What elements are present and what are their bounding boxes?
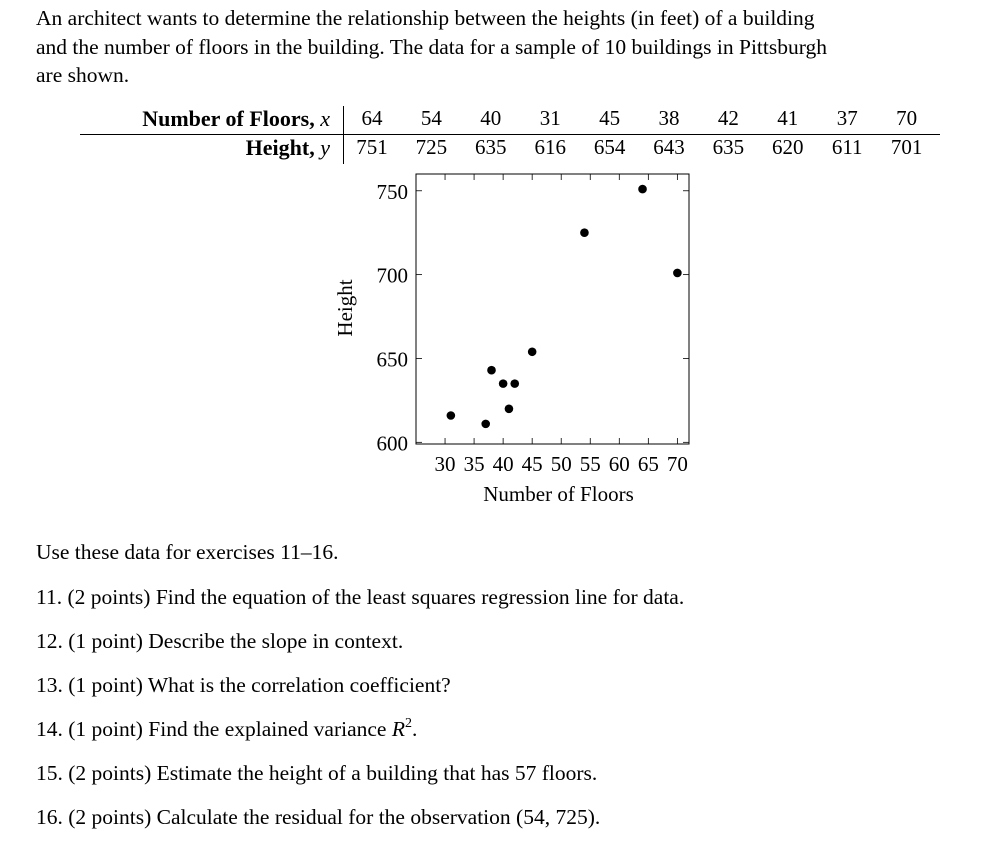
table-cell-floors: 45 [599,106,621,130]
data-point [673,269,682,278]
y-tick-label: 700 [376,263,408,288]
y-tick-label: 600 [376,431,408,456]
table-cell-floors: 54 [420,106,442,130]
table-cell-floors: 31 [539,106,561,130]
table-cell-height: 643 [653,135,685,159]
x-axis-label: Number of Floors [483,482,634,506]
data-point [505,404,514,413]
x-tick-label: 30 [434,452,456,476]
table-cell-floors: 37 [836,106,858,130]
table-cell-floors: 42 [717,106,739,130]
table-cell-floors: 41 [777,106,799,130]
x-tick-label: 40 [492,452,514,476]
table-cell-height: 635 [712,135,745,159]
exercise-15: 15. (2 points) Estimate the height of a building that has 57 floors. [36,761,598,785]
table-cell-height: 751 [356,135,388,159]
table-cell-height: 654 [593,135,626,159]
data-point [580,228,589,237]
table-cell-floors: 40 [480,106,502,130]
intro-line-2: and the number of floors in the building. The data for a sample of 10 buildings in Pittsburgh [36,34,828,59]
data-point [638,185,647,194]
exercise-14: 14. (1 point) Find the explained variance $R^2$. [36,716,418,741]
exercise-16: 16. (2 points) Calculate the residual for the observation (54, 725). [36,805,601,829]
table-cell-floors: 38 [658,106,680,130]
table-cell-floors: 70 [896,106,918,130]
table-cell-height: 620 [772,135,804,159]
exercises-intro: Use these data for exercises 11–16. [36,540,339,564]
y-tick-label: 750 [376,179,408,204]
data-point [447,411,456,420]
table-cell-height: 725 [415,135,448,159]
exercise-13: 13. (1 point) What is the correlation coefficient? [36,673,451,697]
table-cell-height: 701 [890,135,923,159]
x-tick-label: 65 [637,452,659,476]
table-cell-height: 616 [534,135,566,159]
x-tick-label: 55 [579,452,601,476]
row-header-height: Height, y [245,135,330,160]
data-point [510,379,519,388]
x-tick-label: 70 [666,452,688,476]
x-tick-label: 60 [608,452,630,476]
plot-frame [416,174,689,444]
intro-line-1: An architect wants to determine the relationship between the heights (in feet) of a building [36,6,815,30]
intro-line-3: are shown. [36,63,130,87]
exercise-12: 12. (1 point) Describe the slope in context. [36,629,404,653]
y-axis-label: Height [333,279,357,337]
data-point [499,379,508,388]
row-header-floors: Number of Floors, x [142,106,330,131]
table-cell-floors: 64 [361,106,383,130]
table-cell-height: 635 [475,135,507,159]
x-tick-label: 50 [550,452,572,476]
data-point [528,347,537,356]
exercise-11: 11. (2 points) Find the equation of the least squares regression line for data. [36,585,685,609]
table-cell-height: 611 [831,135,863,159]
x-tick-label: 35 [463,452,485,476]
data-point [481,420,490,429]
data-point [487,366,496,375]
y-tick-label: 650 [376,347,408,372]
x-tick-label: 45 [521,452,543,476]
